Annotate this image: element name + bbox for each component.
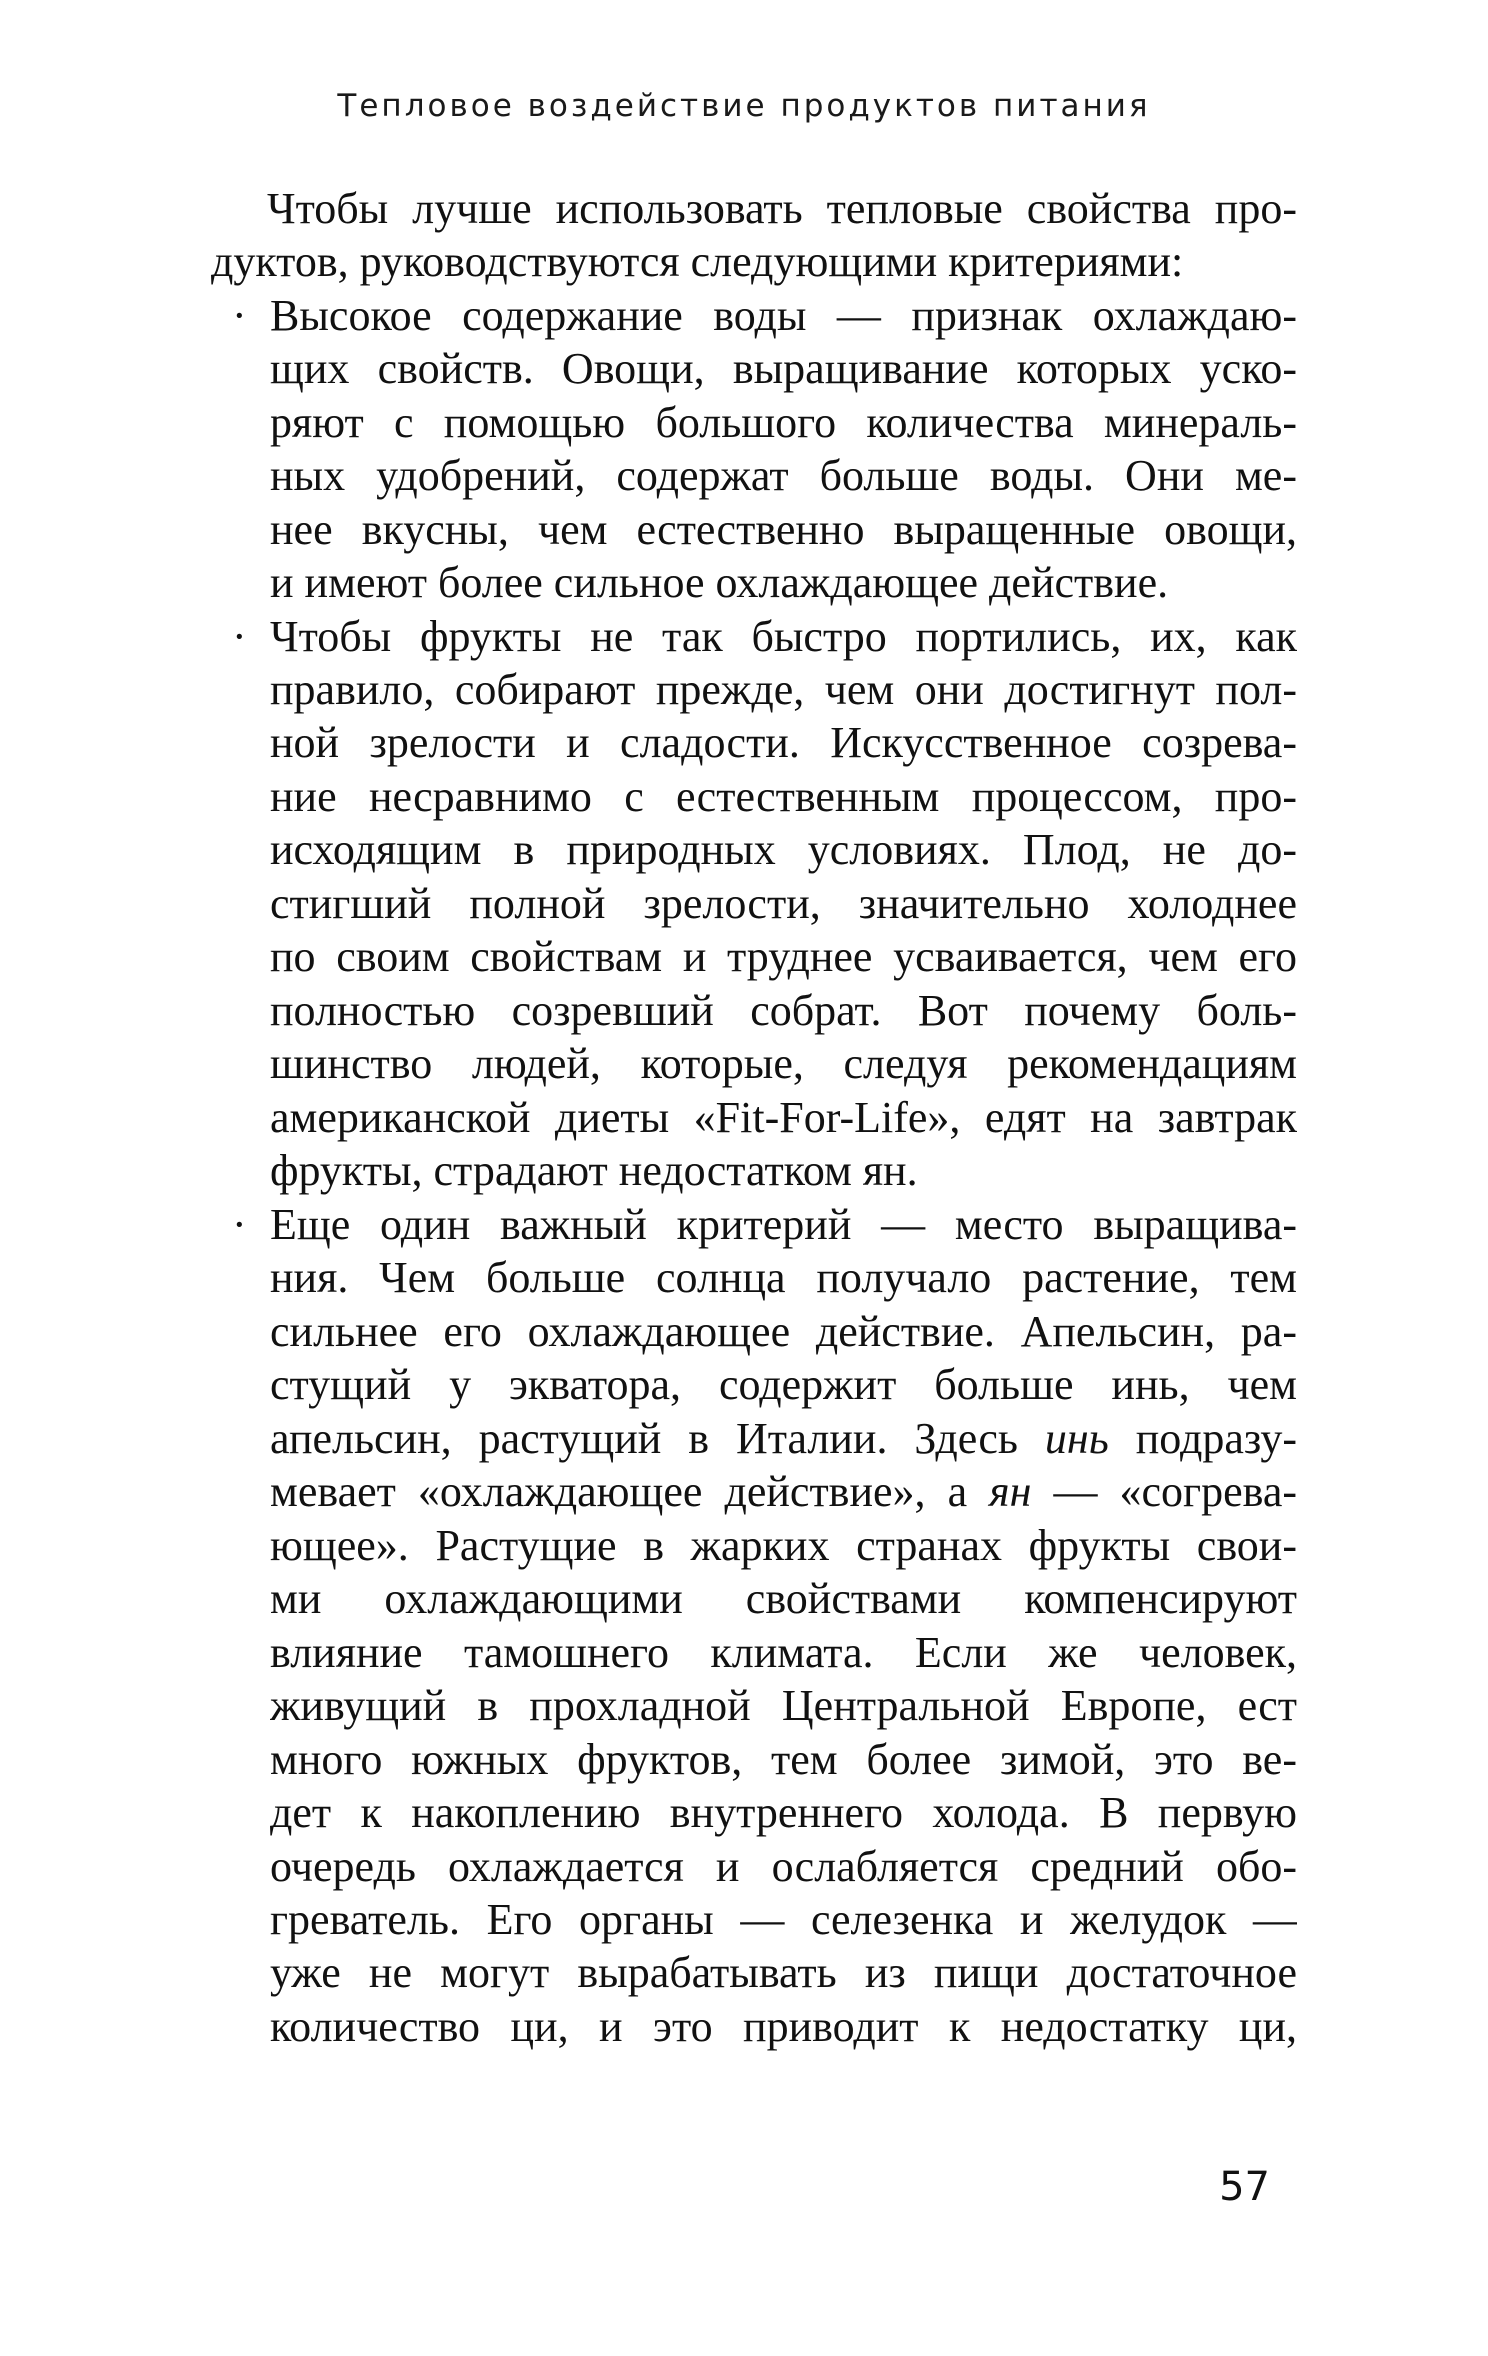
list-item-line: шинство людей, которые, следуя рекомендациям <box>270 1039 1297 1088</box>
list-item-line: правило, собирают прежде, чем они достигнут пол- <box>270 665 1297 714</box>
page-number: 57 <box>1219 2164 1270 2210</box>
list-item-line: ной зрелости и сладости. Искусственное созрева- <box>270 718 1297 767</box>
line-text: апельсин, растущий в Италии. Здесь <box>270 1414 1045 1463</box>
list-item-line: по своим свойствам и труднее усваивается, чем его <box>270 932 1297 981</box>
line-text: мевает «охлаждающее действие», а <box>270 1467 990 1516</box>
italic-term: инь <box>1044 1414 1109 1463</box>
list-item-line: Высокое содержание воды — признак охлаждаю- <box>270 291 1297 340</box>
list-item-line: Чтобы фрукты не так быстро портились, их, как <box>270 612 1297 661</box>
list-item-line: много южных фруктов, тем более зимой, это ве- <box>270 1735 1297 1784</box>
list-item-line: стущий у экватора, содержит больше инь, чем <box>270 1360 1297 1409</box>
intro-line: Чтобы лучше использовать тепловые свойства про- <box>267 184 1297 233</box>
running-head: Тепловое воздействие продуктов питания <box>337 88 1151 124</box>
line-text: подразу- <box>1108 1414 1297 1463</box>
list-item-line: ния. Чем больше солнца получало растение, тем <box>270 1253 1297 1302</box>
list-item-line: ющее». Растущие в жарких странах фрукты свои- <box>270 1521 1297 1570</box>
list-item-line: сильнее его охлаждающее действие. Апельсин, ра- <box>270 1307 1297 1356</box>
list-item-line <box>270 1465 1297 1519</box>
list-item-line: стигший полной зрелости, значительно холоднее <box>270 879 1297 928</box>
list-item-line: влияние тамошнего климата. Если же человек, <box>270 1628 1297 1677</box>
list-item-line: ми охлаждающими свойствами компенсируют <box>270 1574 1297 1623</box>
list-item-line: полностью созревший собрат. Вот почему боль- <box>270 986 1297 1035</box>
bullet-mark: · <box>232 1200 247 1249</box>
list-item-line: очередь охлаждается и ослабляется средний обо- <box>270 1842 1297 1891</box>
list-item-line: уже не могут вырабатывать из пищи достаточное <box>270 1948 1297 1997</box>
list-item-line: живущий в прохладной Центральной Европе, ест <box>270 1681 1297 1730</box>
list-item-line: щих свойств. Овощи, выращивание которых уско- <box>270 344 1297 393</box>
bullet-mark: · <box>232 612 247 661</box>
list-item-line: ряют с помощью большого количества минераль- <box>270 398 1297 447</box>
list-item-line: дет к накоплению внутреннего холода. В первую <box>270 1788 1297 1837</box>
list-item-line: ние несравнимо с естественным процессом, про- <box>270 772 1297 821</box>
line-text: — «согрева- <box>1031 1467 1297 1516</box>
bullet-mark: · <box>232 291 247 340</box>
intro-line: дуктов, руководствуются следующими критериями: <box>211 237 1184 286</box>
list-item-line: нее вкусны, чем естественно выращенные овощи, <box>270 505 1297 554</box>
list-item-line: и имеют более сильное охлаждающее действие. <box>270 558 1169 607</box>
list-item-line: Еще один важный критерий — место выращива- <box>270 1200 1297 1249</box>
list-item-line: исходящим в природных условиях. Плод, не до- <box>270 825 1297 874</box>
list-item-line: американской диеты «Fit-For-Life», едят на завтрак <box>270 1093 1297 1142</box>
list-item-line <box>270 1412 1297 1466</box>
list-item-line: фрукты, страдают недостатком ян. <box>270 1146 918 1195</box>
list-item-line: греватель. Его органы — селезенка и желудок — <box>270 1895 1297 1944</box>
italic-term: ян <box>989 1467 1032 1516</box>
list-item-line: ных удобрений, содержат больше воды. Они ме- <box>270 451 1297 500</box>
list-item-line: количество ци, и это приводит к недостатку ци, <box>270 2002 1297 2051</box>
